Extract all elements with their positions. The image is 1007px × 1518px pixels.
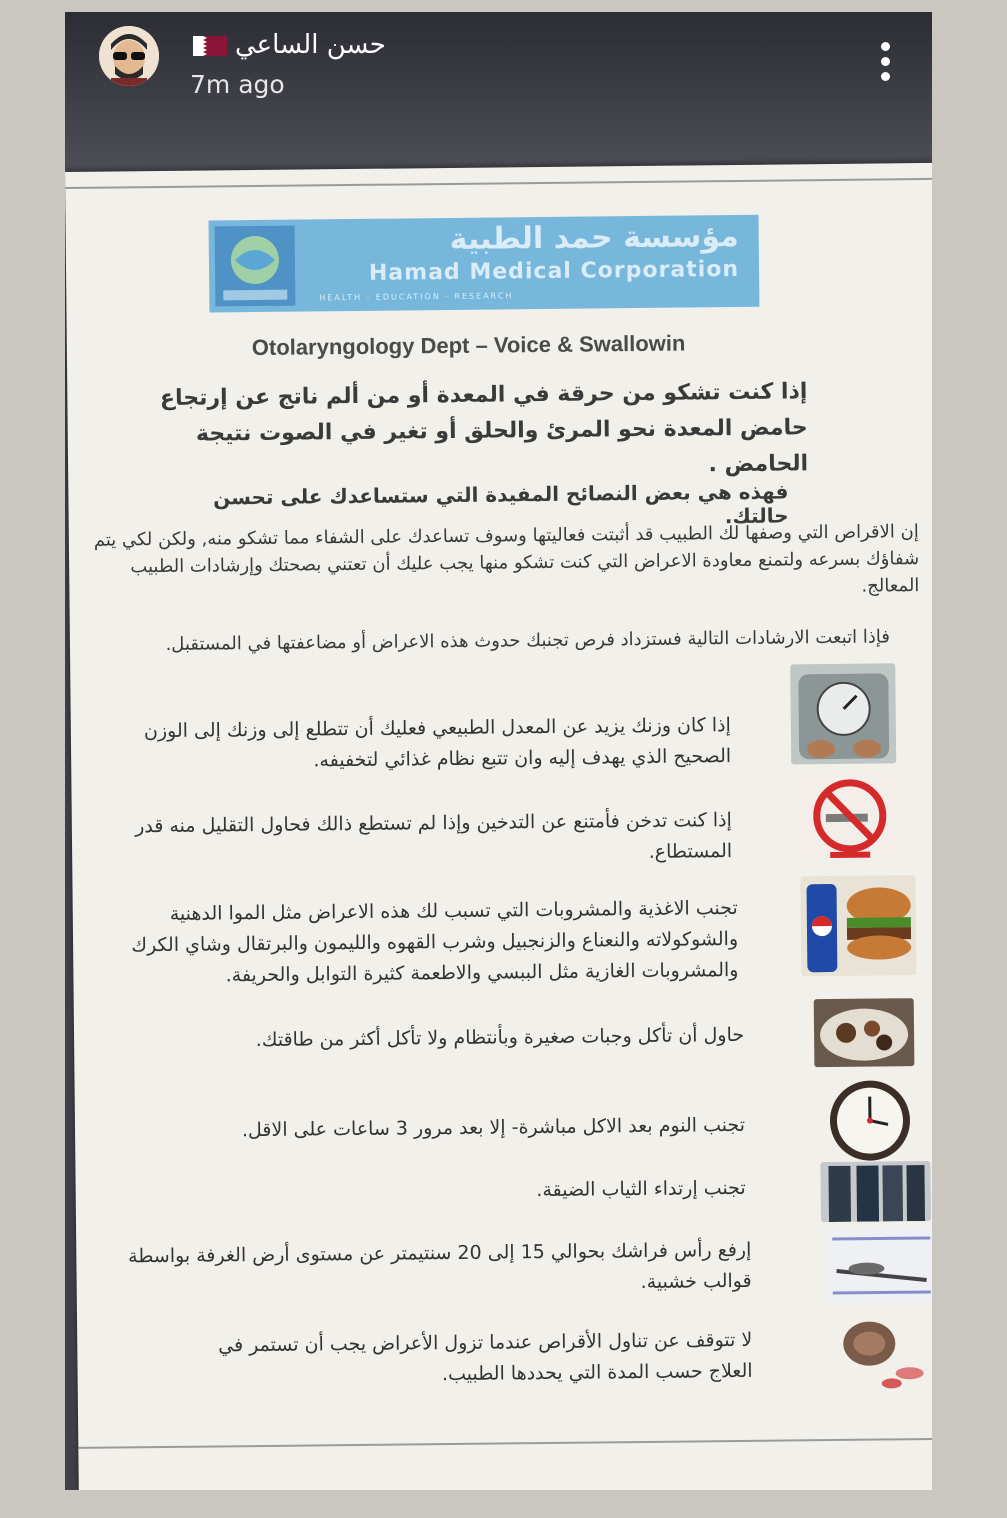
tip-raise-bed: إرفع رأس فراشك بحوالي 15 إلى 20 سنتيمتر عن مستوى أرض الغرفة بواسطة قوالب خشبية. — [127, 1238, 752, 1294]
tip-sleep-after-eating: تجنب النوم بعد الاكل مباشرة- إلا بعد مرور 3 ساعات على الاقل. — [241, 1113, 746, 1142]
tip-tight-clothes: تجنب إرتداء الثياب الضيقة. — [536, 1176, 746, 1202]
medication-paragraph: إن الاقراص التي وصفها لك الطبيب قد أثبتت فعاليتها وسوف تساعدك على الشفاء مما تشكو منه, ولكن لكي يتم شفاؤك بسرعه ولتمنع معاودة الاعراض التي كنت تشكو منها يجب عليك أن تعتني بصحتك وإرشادات الطبيب المعالج. — [93, 521, 920, 597]
tips-heading: فهذه هي بعض النصائح المفيدة التي ستساعدك على تحسن حالتك. — [213, 479, 789, 529]
logo-tagline: HEALTH · EDUCATION · RESEARCH — [319, 291, 514, 303]
logo-arabic-text: مؤسسة حمد الطبية — [449, 218, 739, 257]
hmc-logo — [209, 215, 760, 313]
weight-scale-icon — [790, 663, 896, 764]
more-options-icon[interactable] — [875, 42, 895, 86]
guidelines-paragraph: فإذا اتبعت الارشادات التالية فستزداد فرص تجنبك حدوث هذه الاعراض أو مضاعفتها في المستقبل. — [165, 626, 891, 655]
user-avatar[interactable] — [99, 26, 159, 86]
leaflet-top-border — [65, 178, 932, 189]
story-username[interactable]: حسن الساعي — [235, 30, 386, 60]
story-frame — [65, 12, 932, 1490]
qatar-flag-icon — [193, 36, 227, 56]
tip-smoking: إذا كنت تدخن فأمتنع عن التدخين وإذا لم تستطع ذالك فحاول التقليل منه قدر المستطاع. — [135, 809, 733, 863]
pills-icon — [829, 1313, 932, 1394]
intro-paragraph: إذا كنت تشكو من حرقة في المعدة أو من ألم ناتج عن إرتجاع حامض المعدة نحو المرئ والحلق أو تغير في الصوت نتيجة الحامض . — [159, 379, 809, 478]
tip-weight: إذا كان وزنك يزيد عن المعدل الطبيعي فعليك أن تتطلع إلى وزنك إلى الوزن الصحيح الذي يهدف إليه وان تتبع نظام غذائي لتخفيفه. — [143, 714, 732, 772]
hmc-logo-icon — [215, 226, 296, 307]
tight-clothes-icon — [820, 1161, 931, 1222]
clock-icon — [820, 1078, 921, 1164]
no-smoking-icon — [799, 775, 900, 861]
tip-small-meals: حاول أن تأكل وجبات صغيرة وبأنتظام ولا تأكل أكثر من طاقتك. — [255, 1023, 745, 1052]
small-meals-icon — [814, 998, 915, 1067]
logo-english-text: Hamad Medical Corporation — [368, 256, 740, 286]
story-timestamp: 7m ago — [190, 70, 285, 99]
medical-leaflet — [65, 163, 932, 1490]
story-header — [65, 12, 932, 112]
tip-foods: تجنب الاغذية والمشروبات التي تسبب لك هذه الاعراض مثل الموا الدهنية والشوكولاته والنعناع والزنجبيل وشرب القهوه والليمون والبرتقال وشاي الكرك والمشروبات الغازية مثل الببسي والاطعمة كثيرة التوابل والحريفة. — [131, 896, 739, 987]
tip-continue-pills: لا تتوقف عن تناول الأقراص عندما تزول الأعراض يجب أن تستمر في العلاج حسب المدة التي يحددها الطبيب. — [218, 1328, 753, 1386]
leaflet-bottom-border — [78, 1438, 932, 1449]
raised-bed-icon — [826, 1228, 932, 1304]
department-title: Otolaryngology Dept – Voice & Swallowin — [251, 330, 686, 361]
burger-soda-icon — [800, 875, 916, 976]
